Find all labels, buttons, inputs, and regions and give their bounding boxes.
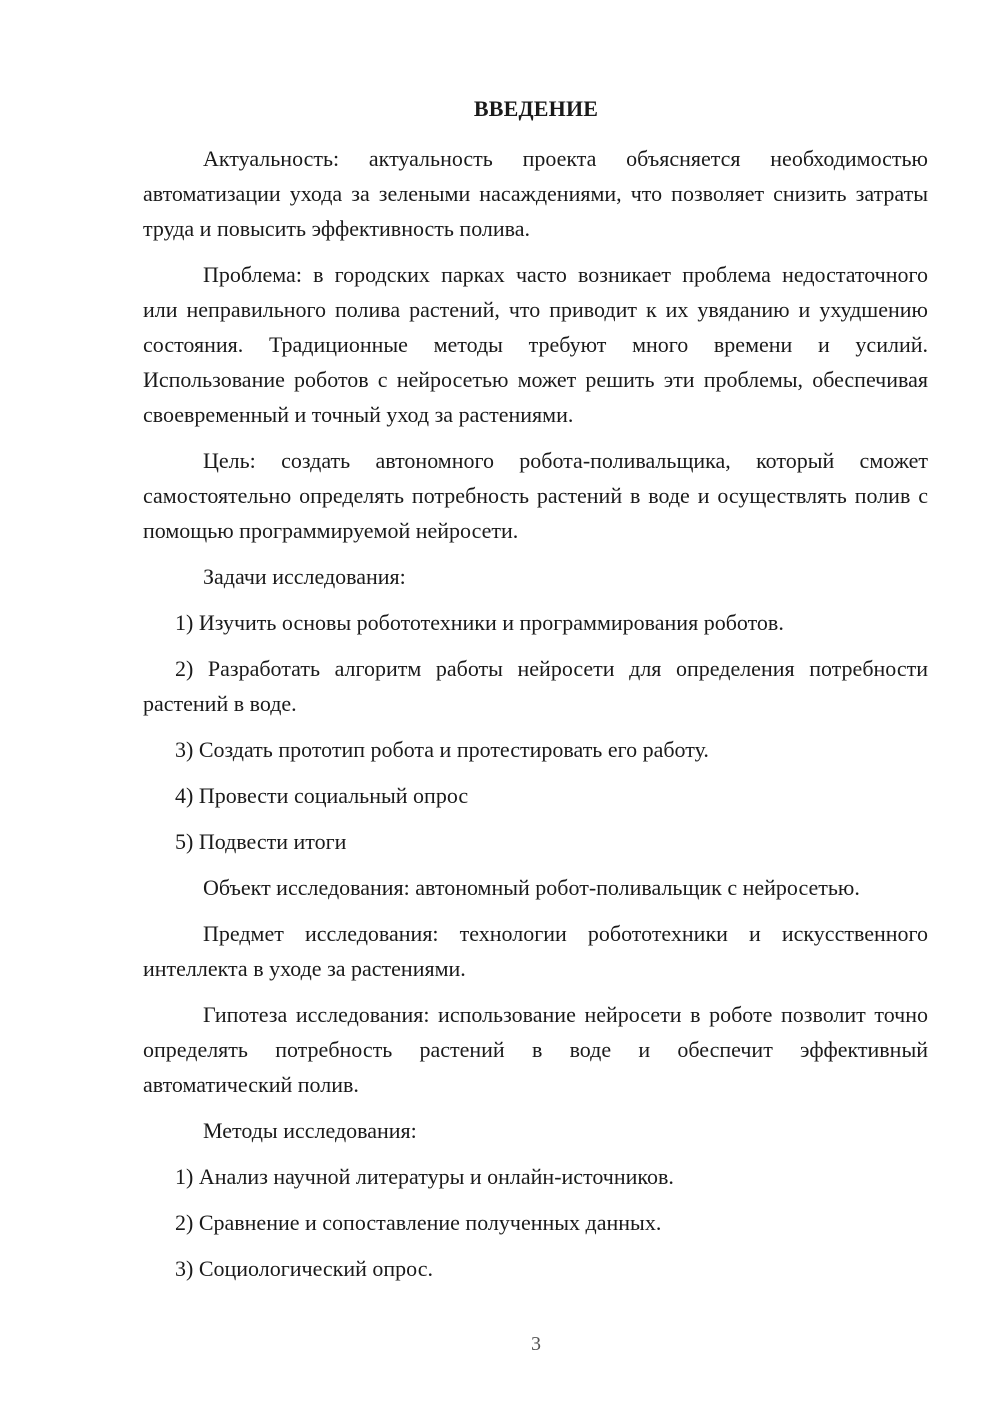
method-item-3: 3) Социологический опрос. [175, 1256, 433, 1281]
paragraph-object: Объект исследования: автономный робот-поливальщик с нейросетью. [203, 875, 860, 900]
paragraph-tasks-heading: Задачи исследования: [203, 564, 406, 589]
task-item-4: 4) Провести социальный опрос [175, 783, 469, 808]
task-item-1: 1) Изучить основы робототехники и программирования роботов. [175, 610, 784, 635]
paragraph-subject: Предмет исследования: технологии робототехники и искусственного интеллекта в уходе за растениями. [143, 921, 928, 981]
paragraph-hypothesis: Гипотеза исследования: использование нейросети в роботе позволит точно определять потребность растений в воде и обеспечит эффективный автоматический полив. [143, 1002, 928, 1097]
paragraph-methods-heading: Методы исследования: [203, 1118, 417, 1143]
task-item-5: 5) Подвести итоги [175, 829, 347, 854]
paragraph-goal: Цель: создать автономного робота-поливальщика, который сможет самостоятельно определять потребность растений в воде и осуществлять полив с помощью программируемой нейросети. [143, 448, 928, 543]
document-body [143, 141, 928, 1297]
task-item-2: 2) Разработать алгоритм работы нейросети для определения потребности растений в воде. [143, 656, 928, 716]
task-item-3: 3) Создать прототип робота и протестировать его работу. [175, 737, 709, 762]
page-title: ВВЕДЕНИЕ [473, 96, 599, 121]
page-number: 3 [531, 1333, 541, 1355]
paragraph-problem: Проблема: в городских парках часто возникает проблема недостаточного или неправильного полива растений, что приводит к их увяданию и ухудшению состояния. Традиционные методы требуют много времени и усилий. Использование роботов с нейросетью может решить эти проблемы, обеспечивая своевременный и точный уход за растениями. [143, 262, 928, 427]
method-item-1: 1) Анализ научной литературы и онлайн-источников. [175, 1164, 674, 1189]
paragraph-relevance: Актуальность: актуальность проекта объясняется необходимостью автоматизации ухода за зелеными насаждениями, что позволяет снизить затраты труда и повысить эффективность полива. [143, 146, 928, 241]
method-item-2: 2) Сравнение и сопоставление полученных данных. [175, 1210, 662, 1235]
